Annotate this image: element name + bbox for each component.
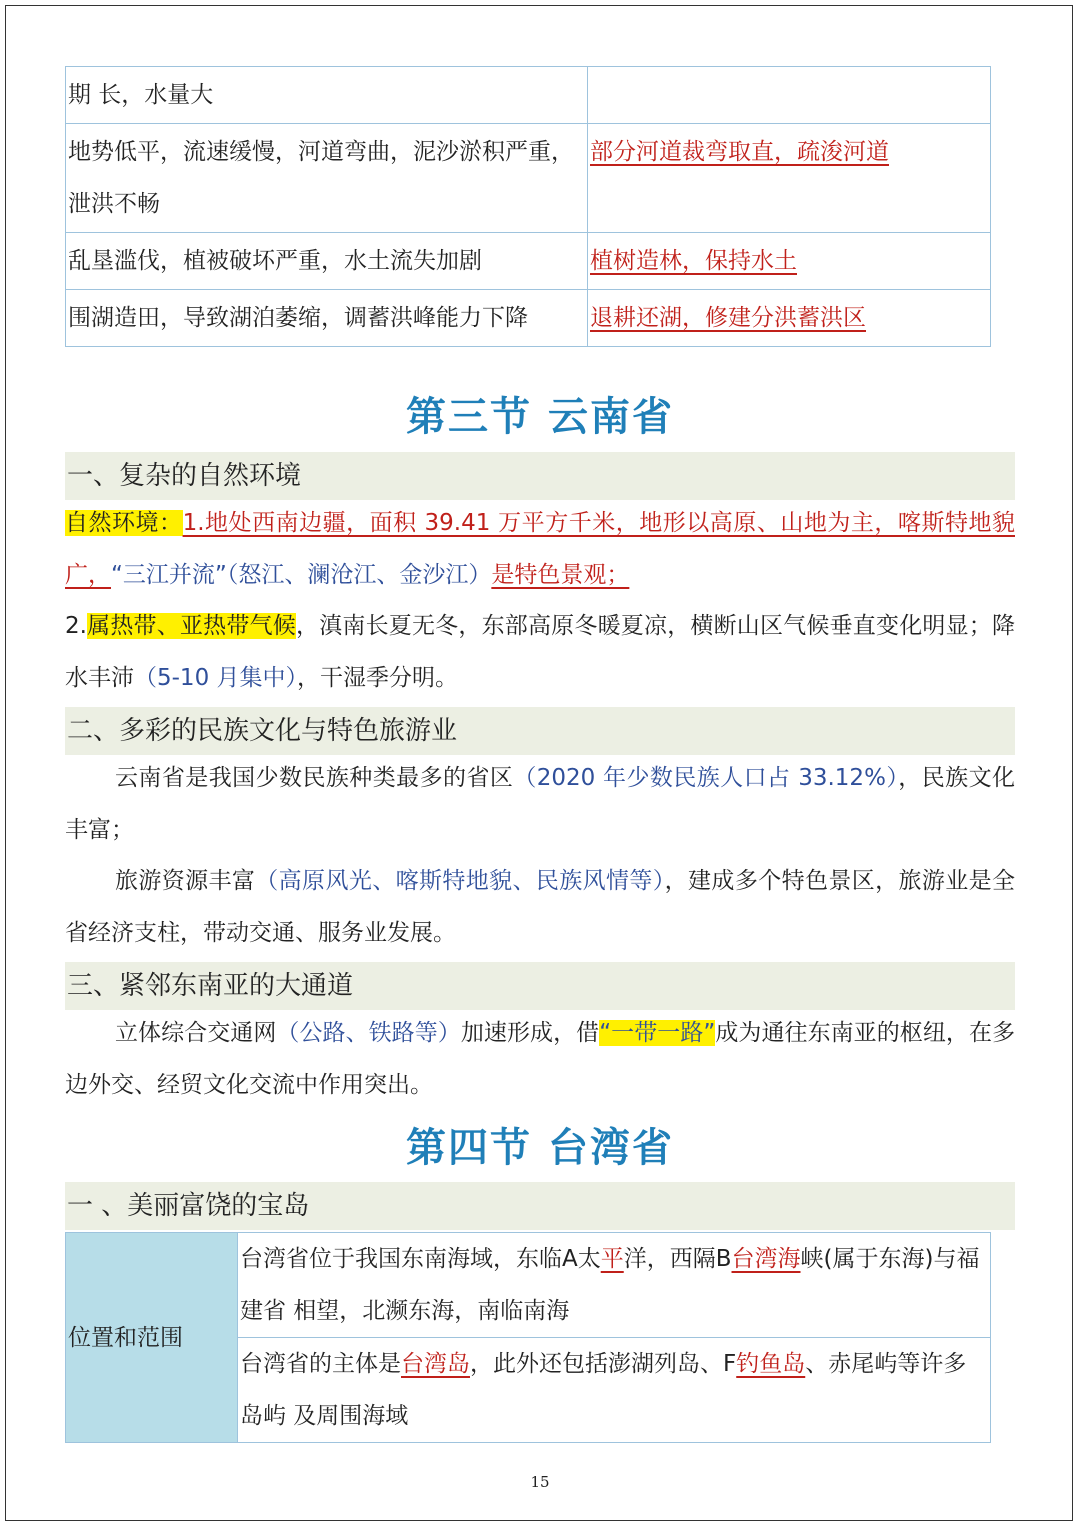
blue-text: “三江并流”（怒江、澜沧江、金沙江） (111, 562, 492, 588)
ethnic-paragraph: 云南省是我国少数民族种类最多的省区（2020 年少数民族人口占 33.12%），民族文化丰富； (65, 765, 1016, 843)
measure-text: 退耕还湖，修建分洪蓄洪区 (590, 305, 866, 331)
heading-southeast-asia-channel: 三、紧邻东南亚的大通道 (65, 962, 1015, 1010)
measure-cell (588, 124, 991, 233)
flood-cause-table (65, 66, 991, 347)
page-number: 15 (530, 1473, 550, 1491)
measure-text: 部分河道裁弯取直，疏浚河道 (590, 139, 889, 165)
cause-cell: 乱垦滥伐，植被破坏严重，水土流失加剧 (66, 233, 588, 290)
transport-paragraph: 立体综合交通网（公路、铁路等）加速形成，借“一带一路”成为通往东南亚的枢纽，在多边外交、经贸文化交流中作用突出。 (65, 1020, 1016, 1098)
blue-text: （2020 年少数民族人口占 33.12%） (513, 765, 899, 791)
tourism-paragraph: 旅游资源丰富（高原风光、喀斯特地貌、民族风情等），建成多个特色景区，旅游业是全省经济支柱，带动交通、服务业发展。 (65, 868, 1016, 946)
climate-paragraph: 2.属热带、亚热带气候，滇南长夏无冬，东部高原冬暖夏凉，横断山区气候垂直变化明显；降水丰沛（5-10 月集中），干湿季分明。 (65, 613, 1016, 691)
location-label-cell: 位置和范围 (66, 1233, 238, 1443)
measure-cell (588, 67, 991, 124)
blue-text: （高原风光、喀斯特地貌、民族风情等） (255, 868, 665, 894)
red-text: 台湾岛 (401, 1351, 470, 1377)
section-title-yunnan: 第三节 云南省 (406, 393, 674, 440)
table-row (66, 290, 991, 347)
location-cell: 台湾省位于我国东南海域，东临A太平洋，西隔B台湾海峡(属于东海)与福建省 相望，北濒东海，南临南海 (238, 1233, 991, 1338)
measure-cell (588, 233, 991, 290)
scope-cell: 台湾省的主体是台湾岛，此外还包括澎湖列岛、F钓鱼岛、赤尾屿等许多岛屿 及周围海域 (238, 1338, 991, 1443)
measure-text: 植树造林，保持水土 (590, 248, 797, 274)
red-text: 钓鱼岛 (736, 1351, 806, 1377)
taiwan-location-table (65, 1232, 991, 1443)
natural-environment-paragraph (65, 497, 1015, 601)
red-text: 是特色景观； (491, 562, 630, 588)
table-row (66, 67, 991, 124)
section-title-taiwan: 第四节 台湾省 (406, 1124, 674, 1171)
blue-text: （公路、铁路等） (276, 1020, 461, 1046)
blue-text: （5-10 月集中） (134, 665, 298, 691)
cause-cell: 期 长，水量大 (66, 67, 588, 124)
heading-natural-environment: 一、复杂的自然环境 (65, 452, 1015, 500)
table-row (66, 124, 991, 233)
highlight-belt-road: “一带一路” (599, 1020, 716, 1046)
table-row (66, 233, 991, 290)
heading-ethnic-culture: 二、多彩的民族文化与特色旅游业 (65, 707, 1015, 755)
cause-cell: 围湖造田，导致湖泊萎缩，调蓄洪峰能力下降 (66, 290, 588, 347)
red-text: 台湾海 (731, 1246, 801, 1272)
table-row (66, 1233, 991, 1338)
measure-cell (588, 290, 991, 347)
cause-cell: 地势低平，流速缓慢，河道弯曲，泥沙淤积严重，泄洪不畅 (66, 124, 588, 233)
red-text: 平 (600, 1246, 624, 1272)
highlight-label: 自然环境： (65, 510, 183, 536)
red-text: 1.地处西南边疆，面积 39.41 万平方千米，地形以高原、山地为主，喀斯特地貌广， (65, 510, 1015, 588)
heading-beautiful-island: 一 、美丽富饶的宝岛 (65, 1182, 1015, 1230)
highlight-climate: 属热带、亚热带气候 (86, 613, 296, 639)
